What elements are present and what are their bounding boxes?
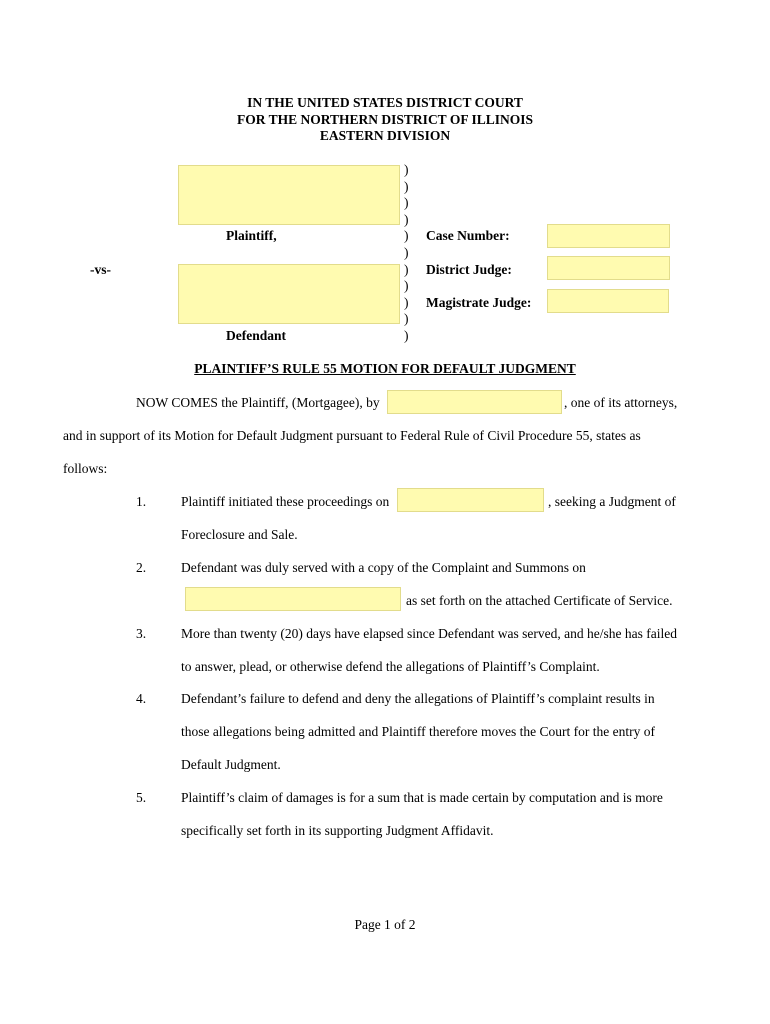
intro-text-end: , one of its attorneys, <box>564 395 678 410</box>
item-3-line2: to answer, plead, or otherwise defend the allegations of Plaintiff’s Complaint. <box>181 659 600 674</box>
item-2-line1: Defendant was duly served with a copy of the Complaint and Summons on <box>181 560 586 575</box>
caption-paren: ) <box>404 245 409 260</box>
court-heading-line3: EASTERN DIVISION <box>319 128 451 143</box>
intro-line3: follows: <box>63 461 108 476</box>
item-number: 2. <box>136 560 147 575</box>
attorney-field[interactable] <box>387 390 562 414</box>
caption-paren: ) <box>404 262 409 277</box>
filing-date-field[interactable] <box>397 488 544 512</box>
item-1-text-start: Plaintiff initiated these proceedings on <box>181 494 390 509</box>
item-1-text-end: , seeking a Judgment of <box>548 494 676 509</box>
item-2-line2: as set forth on the attached Certificate of Service. <box>406 593 673 608</box>
item-4-line1: Defendant’s failure to defend and deny the allegations of Plaintiff’s complaint results in <box>181 691 655 706</box>
plaintiff-name-field[interactable] <box>178 165 400 225</box>
item-5-line1: Plaintiff’s claim of damages is for a sum that is made certain by computation and is more <box>181 790 663 805</box>
item-5-line2: specifically set forth in its supporting Judgment Affidavit. <box>181 823 494 838</box>
item-4-line2: those allegations being admitted and Plaintiff therefore moves the Court for the entry of <box>181 724 655 739</box>
item-1-line2: Foreclosure and Sale. <box>181 527 298 542</box>
vs-label: -vs- <box>90 262 111 277</box>
caption-paren: ) <box>404 295 409 310</box>
item-number: 3. <box>136 626 147 641</box>
magistrate-judge-label: Magistrate Judge: <box>426 295 532 310</box>
defendant-name-field[interactable] <box>178 264 400 324</box>
caption-paren: ) <box>404 328 409 343</box>
district-judge-field[interactable] <box>547 256 670 280</box>
caption-paren: ) <box>404 162 409 177</box>
caption-paren: ) <box>404 195 409 210</box>
district-judge-label: District Judge: <box>426 262 512 277</box>
item-4-line3: Default Judgment. <box>181 757 281 772</box>
court-heading-line1: IN THE UNITED STATES DISTRICT COURT <box>247 95 523 110</box>
intro-line2: and in support of its Motion for Default Judgment pursuant to Federal Rule of Civil Procedure 55, states as <box>63 428 641 443</box>
caption-paren: ) <box>404 228 409 243</box>
item-number: 4. <box>136 691 147 706</box>
intro-text-start: NOW COMES the Plaintiff, (Mortgagee), by <box>136 395 380 410</box>
service-date-field[interactable] <box>185 587 401 611</box>
caption-paren: ) <box>404 278 409 293</box>
motion-title: PLAINTIFF’S RULE 55 MOTION FOR DEFAULT JUDGMENT <box>194 361 576 376</box>
item-number: 5. <box>136 790 147 805</box>
case-number-label: Case Number: <box>426 228 510 243</box>
defendant-label: Defendant <box>226 328 286 343</box>
caption-paren: ) <box>404 311 409 326</box>
case-number-field[interactable] <box>547 224 670 248</box>
item-number: 1. <box>136 494 147 509</box>
plaintiff-label: Plaintiff, <box>226 228 277 243</box>
item-3-line1: More than twenty (20) days have elapsed since Defendant was served, and he/she has failed <box>181 626 677 641</box>
caption-paren: ) <box>404 212 409 227</box>
page-number: Page 1 of 2 <box>354 917 416 932</box>
magistrate-judge-field[interactable] <box>547 289 669 313</box>
court-heading-line2: FOR THE NORTHERN DISTRICT OF ILLINOIS <box>237 112 533 127</box>
caption-paren: ) <box>404 179 409 194</box>
